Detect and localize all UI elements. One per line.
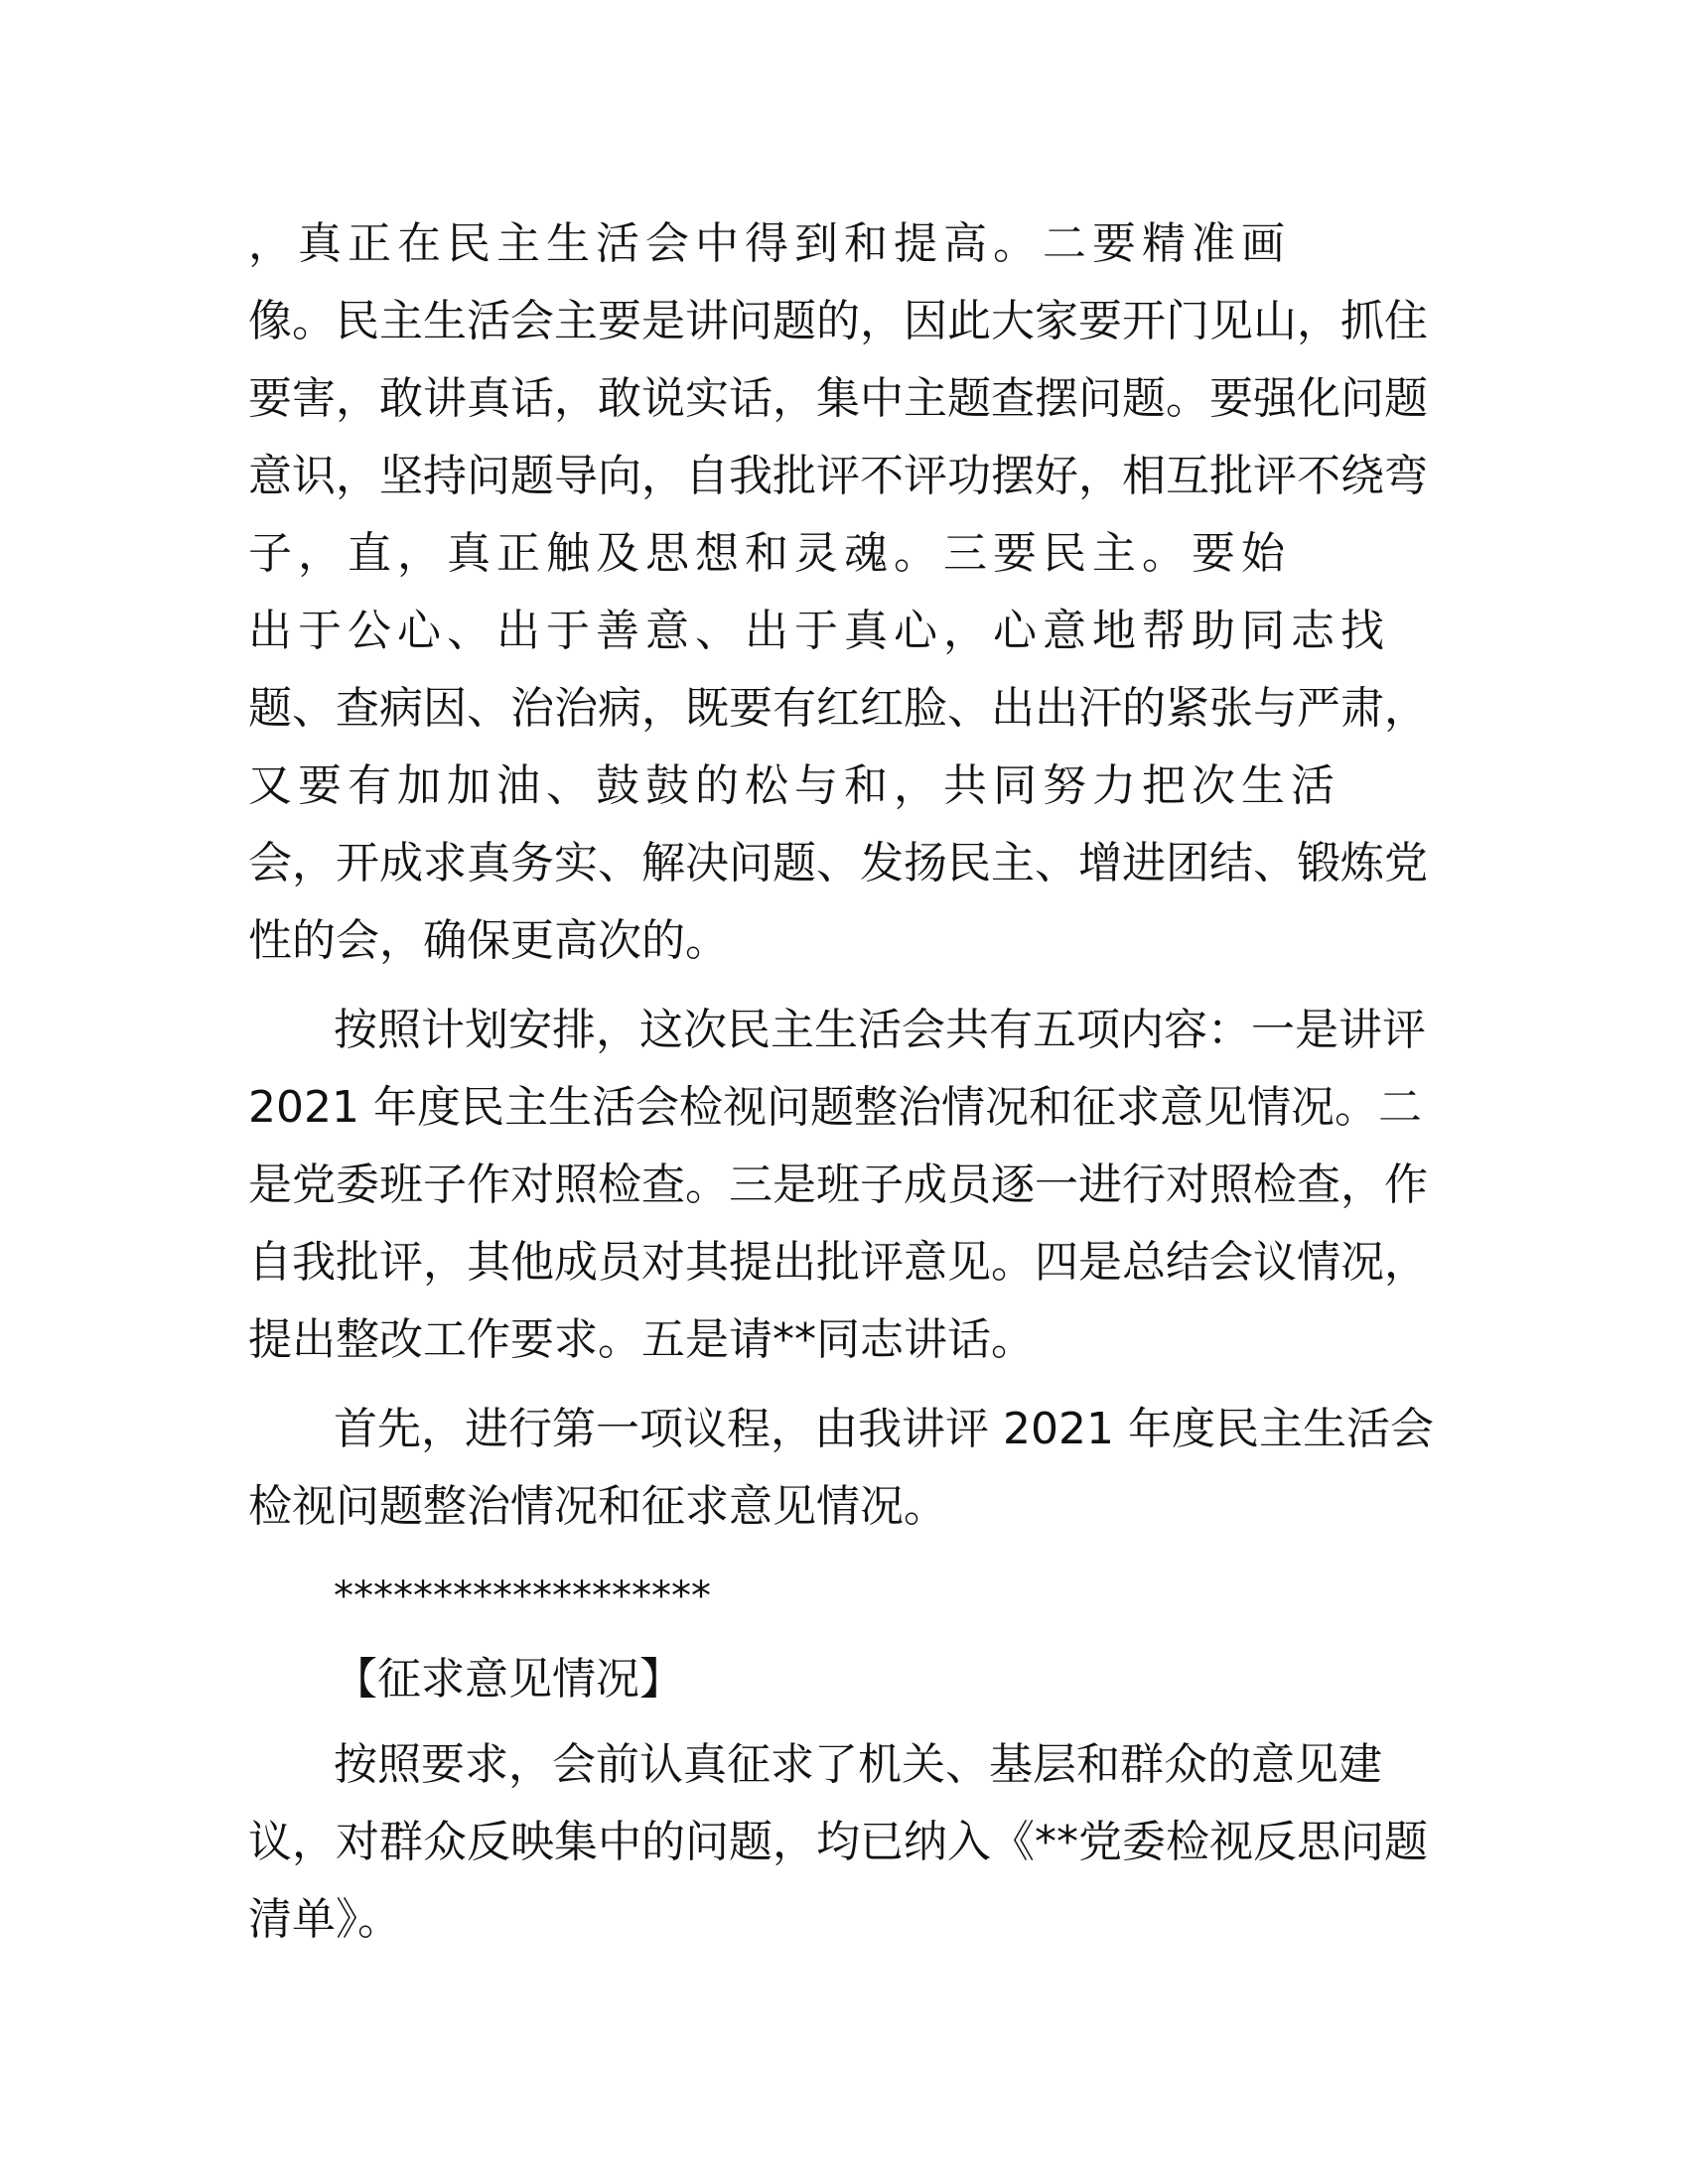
text-line: 2021 年度民主生活会检视问题整治情况和征求意见情况。二 — [248, 1082, 1422, 1133]
text-line: 题、查病因、治治病，既要有红红脸、出出汗的紧张与严肃， — [248, 683, 1428, 734]
text-line: 意识，坚持问题导向，自我批评不评功摆好，相互批评不绕弯 — [248, 451, 1428, 501]
section-heading: 【征求意见情况】 — [334, 1654, 683, 1705]
text-line: 自我批评，其他成员对其提出批评意见。四是总结会议情况， — [248, 1237, 1428, 1288]
text-line: 像。民主生活会主要是讲问题的，因此大家要开门见山，抓住 — [248, 296, 1428, 346]
paragraph-first-line: 按照计划安排，这次民主生活会共有五项内容：一是讲评 — [334, 1005, 1426, 1055]
text-line: 要害，敢讲真话，敢说实话，集中主题查摆问题。要强化问题 — [248, 373, 1428, 424]
paragraph-first-line: 按照要求，会前认真征求了机关、基层和群众的意见建 — [334, 1739, 1382, 1790]
text-line: 是党委班子作对照检查。三是班子成员逐一进行对照检查，作 — [248, 1160, 1428, 1210]
text-line: 出于公心、出于善意、出于真心，心意地帮助同志找 — [248, 606, 1390, 656]
text-line: 会，开成求真务实、解决问题、发扬民主、增进团结、锻炼党 — [248, 838, 1428, 888]
text-line: 清单》。 — [248, 1894, 401, 1945]
text-line: ，真正在民主生活会中得到和提高。二要精准画 — [248, 218, 1291, 269]
text-line: 议，对群众反映集中的问题，均已纳入《**党委检视反思问题 — [248, 1817, 1428, 1867]
text-line: 检视问题整治情况和征求意见情况。 — [248, 1481, 947, 1532]
paragraph-first-line: 首先，进行第一项议程，由我讲评 2021 年度民主生活会 — [334, 1404, 1434, 1454]
text-line: 性的会，确保更高次的。 — [248, 915, 729, 966]
separator-asterisks: ******************* — [334, 1573, 711, 1619]
text-line: 又要有加加油、鼓鼓的松与和，共同努力把次生活 — [248, 760, 1340, 811]
text-line: 子，直，真正触及思想和灵魂。三要民主。要始 — [248, 528, 1291, 579]
text-line: 提出整改工作要求。五是请**同志讲话。 — [248, 1314, 1035, 1365]
